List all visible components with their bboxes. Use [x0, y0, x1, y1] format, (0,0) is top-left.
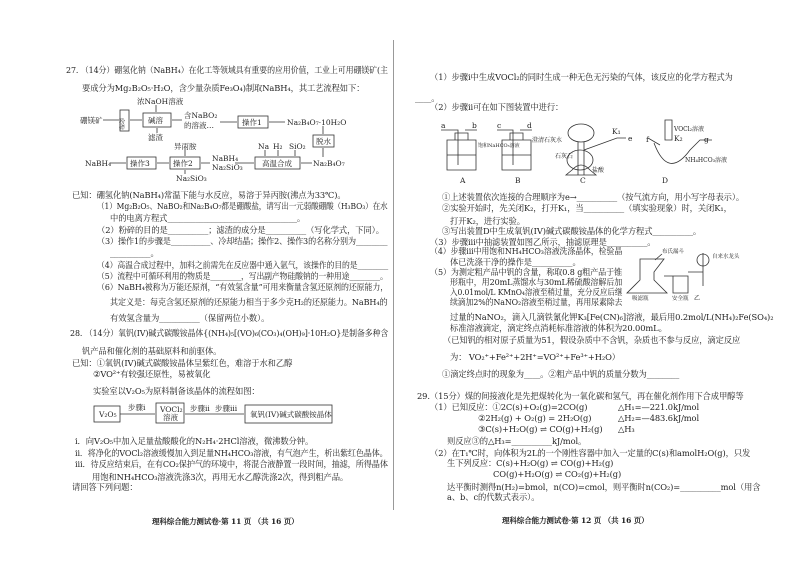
text-line: 要成分为Mg₂B₂O₅·H₂O，含少量杂质Fe₃O₄)制取NaBH₄，其工艺流程如下： — [82, 83, 365, 93]
page-footer: 理科综合能力测试卷·第 12 页 （共 16 页） — [502, 516, 649, 525]
valve-k2: K₂ — [674, 134, 683, 143]
port-a: a — [441, 121, 446, 130]
figure-caption: 乙 — [694, 295, 701, 302]
port-f: f — [646, 135, 649, 144]
op2-label: 操作2 — [173, 159, 193, 168]
text-line: 则反应③的△H₃=__________kJ/mol。 — [447, 436, 587, 446]
text-line: 形瓶中，用20mL蒸馏水与30mL稀硫酸溶解后加 — [450, 277, 623, 287]
text-line: ____。 — [415, 93, 440, 103]
byproduct-label: Na₂SiO₃ — [176, 174, 207, 183]
label-d-solution: NH₄HCO₃溶液 — [685, 157, 728, 164]
text-line: 续滴加2%的NaNO₂溶液至稍过量，再用尿素除去 — [450, 297, 623, 307]
text-line: 28. （14分）氧钒(IV)碱式碳酸铵晶体{(NH₄)₅[(VO)₆(CO₃)₄(OH)₉]·10H₂O}是制备多种含 — [70, 328, 389, 338]
safety-bottle-label: 安全瓶 — [672, 296, 689, 302]
text-line: ③写出装置D中生成氧钒(IV)碱式碳酸铵晶体的化学方程式__________。 — [442, 226, 702, 236]
text-line: 达平衡时测得n(H₂)=bmol，n(CO)=cmol，则平衡时n(CO₂)=__________mol（用含 — [447, 482, 761, 492]
label-a-solution: 饱和NaHCO₃溶液 — [478, 143, 520, 149]
step1-label: 步骤i — [128, 403, 146, 412]
funnel-label: 布氏漏斗 — [662, 249, 685, 255]
text-line: （4）高温合成过程中，加料之前需先在反应器中通入氩气，该操作的目的是________ — [97, 260, 389, 270]
text-line: 用饱和NH₄HCO₃溶液洗涤3次，再用无水乙醇洗涤2次，得到粗产品。 — [92, 472, 349, 482]
text-line: 实验室以V₂O₅为原料制备该晶体的流程如图： — [93, 386, 260, 396]
text-line: ①滴定终点时的现象为____。②粗产品中钒的质量分数为________ — [442, 369, 680, 379]
text-line: 中的电离方程式________________________________。 — [110, 213, 306, 223]
text-line: （6）NaBH₄被称为万能还原剂，“有效氢含量”可用来衡量含氢还原剂的还原能力， — [97, 282, 389, 292]
text-line: i．向V₂O₅中加入足量盐酸酸化的N₂H₄·2HCl溶液，微沸数分钟。 — [75, 436, 314, 446]
tap-label: 自来水龙头 — [712, 254, 740, 260]
enthalpy-value: △H₃ — [618, 424, 635, 434]
flask-label: 吸滤瓶 — [632, 296, 649, 302]
product2-label: Na₂B₄O₇ — [313, 159, 345, 168]
label-c-stone: 石灰石 — [555, 153, 574, 160]
text-line: （1）Mg₂B₂O₅、NaBO₂和Na₂B₄O₇都是硼酸盐，请写出一元弱酸硼酸（H₃BO₃）在水 — [97, 201, 388, 211]
port-b: b — [472, 121, 477, 130]
text-line: ②VO²⁺有较强还原性，易被氧化 — [93, 369, 211, 379]
label-b-solution: 澄清石灰水 — [532, 137, 563, 144]
text-line: 生下列反应：C(s)+H₂O(g) ⇌ CO(g)+H₂(g) — [447, 458, 614, 468]
dehydrate-label: 脱水 — [316, 137, 331, 146]
residue-label: 滤渣 — [148, 133, 163, 142]
h2-label: H₂ — [273, 142, 283, 151]
op1-label: 操作1 — [242, 118, 262, 127]
step3-label: 步骤iii — [215, 404, 238, 413]
text-line: （1）步骤i中生成VOCl₂的同时生成一种无色无污染的气体，该反应的化学方程式为 — [430, 72, 733, 82]
text-line: 打开K₂，进行实验。 — [450, 216, 525, 226]
text-line: 已知：①氧钒(IV)碱式碳酸铵晶体呈紫红色，难溶于水和乙醇 — [72, 358, 293, 368]
text-line: 27. （14分）硼氢化钠（NaBH₄）在化工等领域具有重要的应用价值，工业上可用硼镁矿(主 — [66, 65, 388, 75]
caption-b: B — [515, 176, 521, 185]
text-line: ②2H₂(g) + O₂(g) = 2H₂O(g) — [478, 413, 592, 423]
na-label: Na — [258, 142, 270, 151]
text-line: （1）已知反应：①2C(s)+O₂(g)=2CO(g) — [430, 402, 588, 412]
dissolve-label: 碱溶 — [148, 116, 163, 125]
text-line: 标准溶液滴定，滴定终点消耗标准溶液的体积为20.00mL。 — [450, 323, 667, 333]
page-footer: 理科综合能力测试卷·第 11 页 （共 16 页） — [152, 517, 299, 526]
text-line: 29.（15分）煤的间接液化是先把煤转化为一氧化碳和氢气，再在催化剂作用下合成甲醇等 — [417, 391, 744, 401]
label-d-top: VOCl₂溶液 — [674, 126, 705, 133]
solution-label-2: 的溶液… — [184, 121, 214, 130]
product1-label: Na₂B₄O₇·10H₂O — [287, 118, 347, 127]
text-line: （2）步骤ii可在如下图装置中进行： — [430, 102, 564, 112]
text-line: （已知钒的相对原子质量为51，假设杂质中不含钒，杂质也不参与反应，滴定反应 — [443, 335, 741, 345]
naoh-label: 浓NaOH溶液 — [137, 97, 184, 106]
text-line: （5）为测定粗产品中钒的含量，称取0.8 g粗产品于锥 — [430, 267, 623, 277]
text-line: （5）流程中可循环利用的物质是________，写出副产物硅酸钠的一种用途________。 — [97, 271, 388, 281]
text-line: 其定义是：每克含氢还原剂的还原能力相当于多少克H₂的还原能力。NaBH₄的 — [110, 297, 388, 307]
text-line: （3）操作1的步骤是__________、冷却结晶；操作2、操作3的名称分别为________ — [97, 236, 388, 246]
synth-label: 高温合成 — [262, 159, 292, 168]
port-e: e — [628, 134, 633, 143]
text-line: 为： VO₂⁺+Fe²⁺+2H⁺=VO²⁺+Fe³⁺+H₂O） — [450, 352, 620, 362]
valve-k1: K₁ — [612, 127, 621, 136]
port-c: c — [497, 121, 502, 130]
text-line: ①上述装置依次连接的合理顺序为e→__________（按气流方向，用小写字母表示）。 — [442, 192, 745, 202]
enthalpy-value: △H₂=—483.6kJ/mol — [618, 413, 700, 423]
text-line: 请回答下列问题： — [72, 482, 138, 492]
mix-label-2: Na₂SiO₃ — [212, 163, 243, 172]
ipa-label: 异丙胺 — [174, 142, 197, 151]
text-line: 体已洗涤干净的操作是__________。 — [450, 257, 581, 267]
text-line: 过量的NaNO₂，滴入几滴铁氰化钾K₃[Fe(CN)₆]溶液，最后用0.2mol/L(NH₄)₂Fe(SO₄)₂ — [450, 312, 774, 322]
text-line: a、b、c的代数式表示）。 — [447, 492, 540, 502]
text-line: ii．将净化的VOCl₂溶液缓慢加入到足量NH₄HCO₃溶液，有气泡产生，析出紫红色晶体。 — [75, 448, 388, 458]
text-line: ③C(s)+H₂O(g) ⇌ CO(g)+H₂(g) — [478, 424, 603, 434]
text-line: iii．待反应结束后，在有CO₂保护气的环境中，将混合液静置一段时间，抽滤，所得晶体 — [75, 459, 388, 469]
caption-a: A — [460, 176, 466, 185]
final-label: NaBH₄ — [85, 159, 112, 168]
vocl2-label: VOCl₂ — [160, 405, 183, 414]
flowchart-labels — [80, 96, 346, 183]
caption-c: C — [580, 176, 586, 185]
text-line: （3）步骤iii中抽滤装置如图乙所示，抽滤原理是__________。 — [430, 237, 656, 247]
port-d: d — [527, 121, 532, 130]
solution-label-1: 含NaBO₂ — [184, 111, 218, 120]
text-line: 钒产品和催化剂的基础原料和前驱体。 — [82, 346, 222, 356]
text-line: 有效氢含量为__________（保留两位小数）。 — [110, 313, 270, 323]
v2o5-box: V₂O₅ — [99, 410, 117, 419]
caption-d: D — [662, 176, 669, 185]
sio2-label: SiO₂ — [289, 142, 306, 151]
text-line: （2）在T₁℃时，向体积为2L的一个刚性容器中加入一定量的C(s)和amolH₂O(g)，只发 — [430, 448, 751, 458]
filter-apparatus — [627, 253, 709, 293]
solution-label: 溶液 — [163, 413, 178, 422]
ore-label: 硼镁矿 — [80, 116, 103, 125]
text-line: 入0.01mol/L KMnO₄溶液至稍过量，充分反应后继 — [450, 287, 623, 297]
text-line: __________。 — [110, 248, 159, 258]
text-line: CO(g)+H₂O(g) ⇌ CO₂(g)+H₂(g) — [493, 469, 622, 479]
text-line: （2）粉碎的目的是__________；滤渣的成分是__________（写化学式，下同）。 — [97, 225, 384, 235]
port-g: g — [704, 135, 709, 144]
mix-label-1: NaBH₄ — [212, 154, 239, 163]
text-line: ②实验开始时，先关闭K₂，打开K₁，当__________（填实验现象）时，关闭K₁， — [442, 203, 732, 213]
enthalpy-value: △H₁=—221.0kJ/mol — [618, 402, 700, 412]
text-line: （4）步骤iii中用饱和NH₄HCO₃溶液洗涤晶体，检验晶 — [430, 246, 623, 256]
product-box: 氧钒(IV)碱式碳酸铵晶体 — [250, 410, 332, 419]
step2-label: 步骤ii — [190, 404, 210, 413]
text-line: 已知：硼氢化钠(NaBH₄)常温下能与水反应，易溶于异丙胺(沸点为33℃)。 — [72, 190, 346, 200]
crush-label: 粉碎 — [117, 118, 125, 130]
op3-label: 操作3 — [130, 159, 150, 168]
label-c-acid: 盐酸 — [592, 167, 605, 174]
